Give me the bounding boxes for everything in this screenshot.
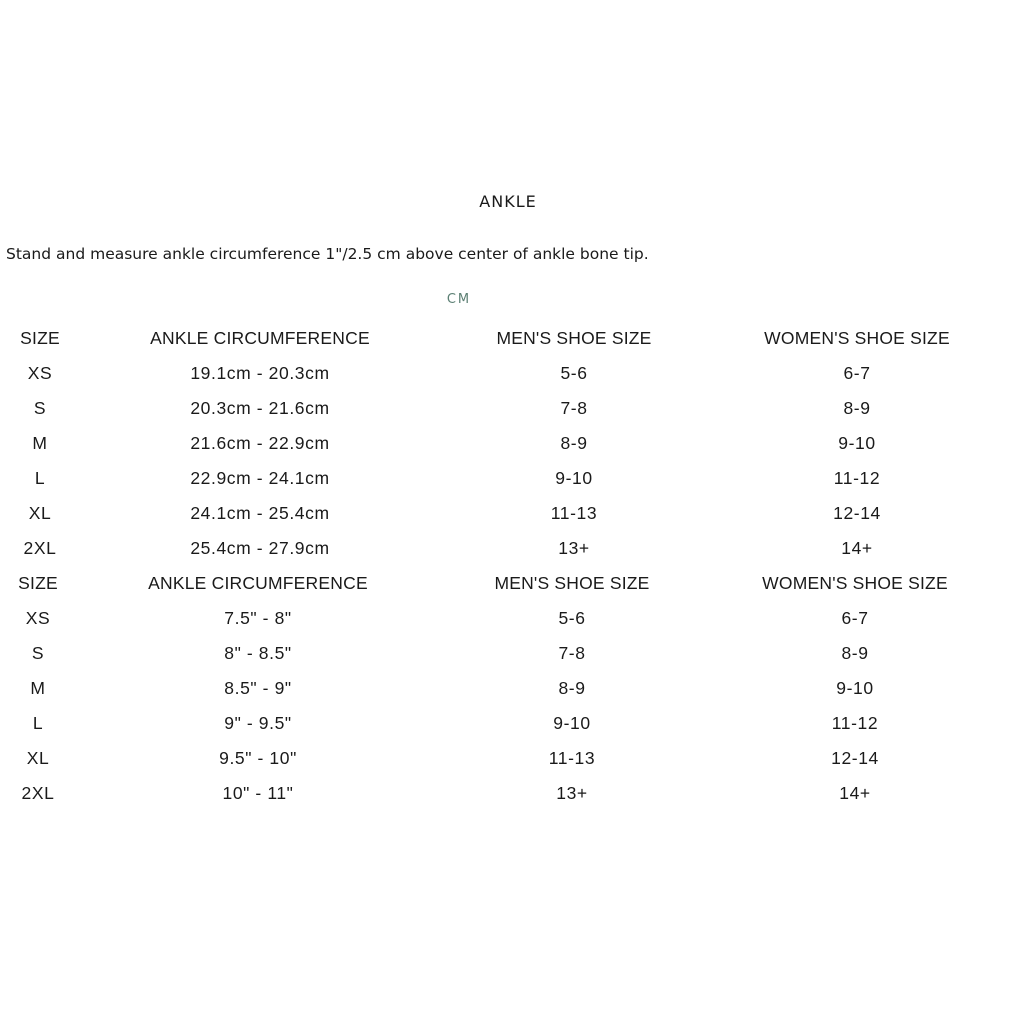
cell-mens-shoe-size: 8-9 — [560, 433, 588, 453]
table-row — [0, 461, 1020, 496]
cell-womens-shoe-size: 14+ — [839, 783, 871, 803]
column-header-size: SIZE — [18, 573, 58, 593]
cell-womens-shoe-size: 9-10 — [836, 678, 874, 698]
cell-ankle-circumference: 24.1cm - 25.4cm — [190, 503, 330, 523]
table-row — [0, 706, 1020, 741]
cell-ankle-circumference: 7.5" - 8" — [224, 608, 292, 628]
cell-ankle-circumference: 22.9cm - 24.1cm — [190, 468, 330, 488]
cell-mens-shoe-size: 7-8 — [558, 643, 586, 663]
cell-womens-shoe-size: 11-12 — [833, 468, 881, 488]
cell-ankle-circumference: 8" - 8.5" — [224, 643, 292, 663]
cell-mens-shoe-size: 8-9 — [558, 678, 586, 698]
column-header-womens-shoe-size: WOMEN'S SHOE SIZE — [762, 573, 948, 593]
column-header-womens-shoe-size: WOMEN'S SHOE SIZE — [764, 328, 950, 348]
cell-size: S — [33, 398, 47, 418]
cell-womens-shoe-size: 9-10 — [838, 433, 876, 453]
table-header-row — [0, 321, 1020, 356]
unit-toggle-cm[interactable]: CM — [446, 292, 472, 307]
cell-size: L — [32, 713, 44, 733]
table-row — [0, 601, 1020, 636]
table-row — [0, 741, 1020, 776]
cell-size: S — [31, 643, 45, 663]
cell-mens-shoe-size: 11-13 — [550, 503, 598, 523]
cell-mens-shoe-size: 13+ — [556, 783, 588, 803]
cell-size: 2XL — [23, 538, 57, 558]
column-header-size: SIZE — [20, 328, 60, 348]
cell-womens-shoe-size: 6-7 — [841, 608, 869, 628]
table-row — [0, 671, 1020, 706]
cell-ankle-circumference: 8.5" - 9" — [224, 678, 292, 698]
cell-ankle-circumference: 9" - 9.5" — [224, 713, 292, 733]
cell-size: 2XL — [21, 783, 55, 803]
cell-mens-shoe-size: 9-10 — [553, 713, 591, 733]
cell-ankle-circumference: 25.4cm - 27.9cm — [190, 538, 330, 558]
cell-mens-shoe-size: 5-6 — [558, 608, 586, 628]
cell-mens-shoe-size: 9-10 — [555, 468, 593, 488]
column-header-ankle-circumference: ANKLE CIRCUMFERENCE — [150, 328, 370, 348]
cell-womens-shoe-size: 8-9 — [843, 398, 871, 418]
table-row — [0, 776, 1020, 811]
cell-womens-shoe-size: 12-14 — [833, 503, 881, 523]
cell-womens-shoe-size: 12-14 — [831, 748, 879, 768]
cell-womens-shoe-size: 14+ — [841, 538, 873, 558]
cell-ankle-circumference: 9.5" - 10" — [219, 748, 297, 768]
cell-mens-shoe-size: 11-13 — [548, 748, 596, 768]
cell-size: XL — [28, 503, 52, 523]
cell-ankle-circumference: 19.1cm - 20.3cm — [190, 363, 330, 383]
cell-size: L — [34, 468, 46, 488]
page-title: ANKLE — [479, 192, 537, 211]
cell-size: XS — [27, 363, 53, 383]
column-header-ankle-circumference: ANKLE CIRCUMFERENCE — [148, 573, 368, 593]
measurement-instructions: Stand and measure ankle circumference 1"/2.5 cm above center of ankle bone tip. — [6, 245, 649, 263]
cell-size: XL — [26, 748, 50, 768]
column-header-mens-shoe-size: MEN'S SHOE SIZE — [496, 328, 652, 348]
cell-mens-shoe-size: 13+ — [558, 538, 590, 558]
table-row — [0, 391, 1020, 426]
cell-size: M — [32, 433, 48, 453]
table-row — [0, 426, 1020, 461]
table-row — [0, 636, 1020, 671]
column-header-mens-shoe-size: MEN'S SHOE SIZE — [494, 573, 650, 593]
cell-womens-shoe-size: 6-7 — [843, 363, 871, 383]
cell-mens-shoe-size: 5-6 — [560, 363, 588, 383]
cell-size: M — [30, 678, 46, 698]
table-row — [0, 356, 1020, 391]
cell-ankle-circumference: 21.6cm - 22.9cm — [190, 433, 330, 453]
cell-mens-shoe-size: 7-8 — [560, 398, 588, 418]
table-row — [0, 531, 1020, 566]
cell-ankle-circumference: 20.3cm - 21.6cm — [190, 398, 330, 418]
cell-ankle-circumference: 10" - 11" — [222, 783, 294, 803]
cell-size: XS — [25, 608, 51, 628]
cell-womens-shoe-size: 8-9 — [841, 643, 869, 663]
table-row — [0, 496, 1020, 531]
cell-womens-shoe-size: 11-12 — [831, 713, 879, 733]
table-header-row — [0, 566, 1020, 601]
